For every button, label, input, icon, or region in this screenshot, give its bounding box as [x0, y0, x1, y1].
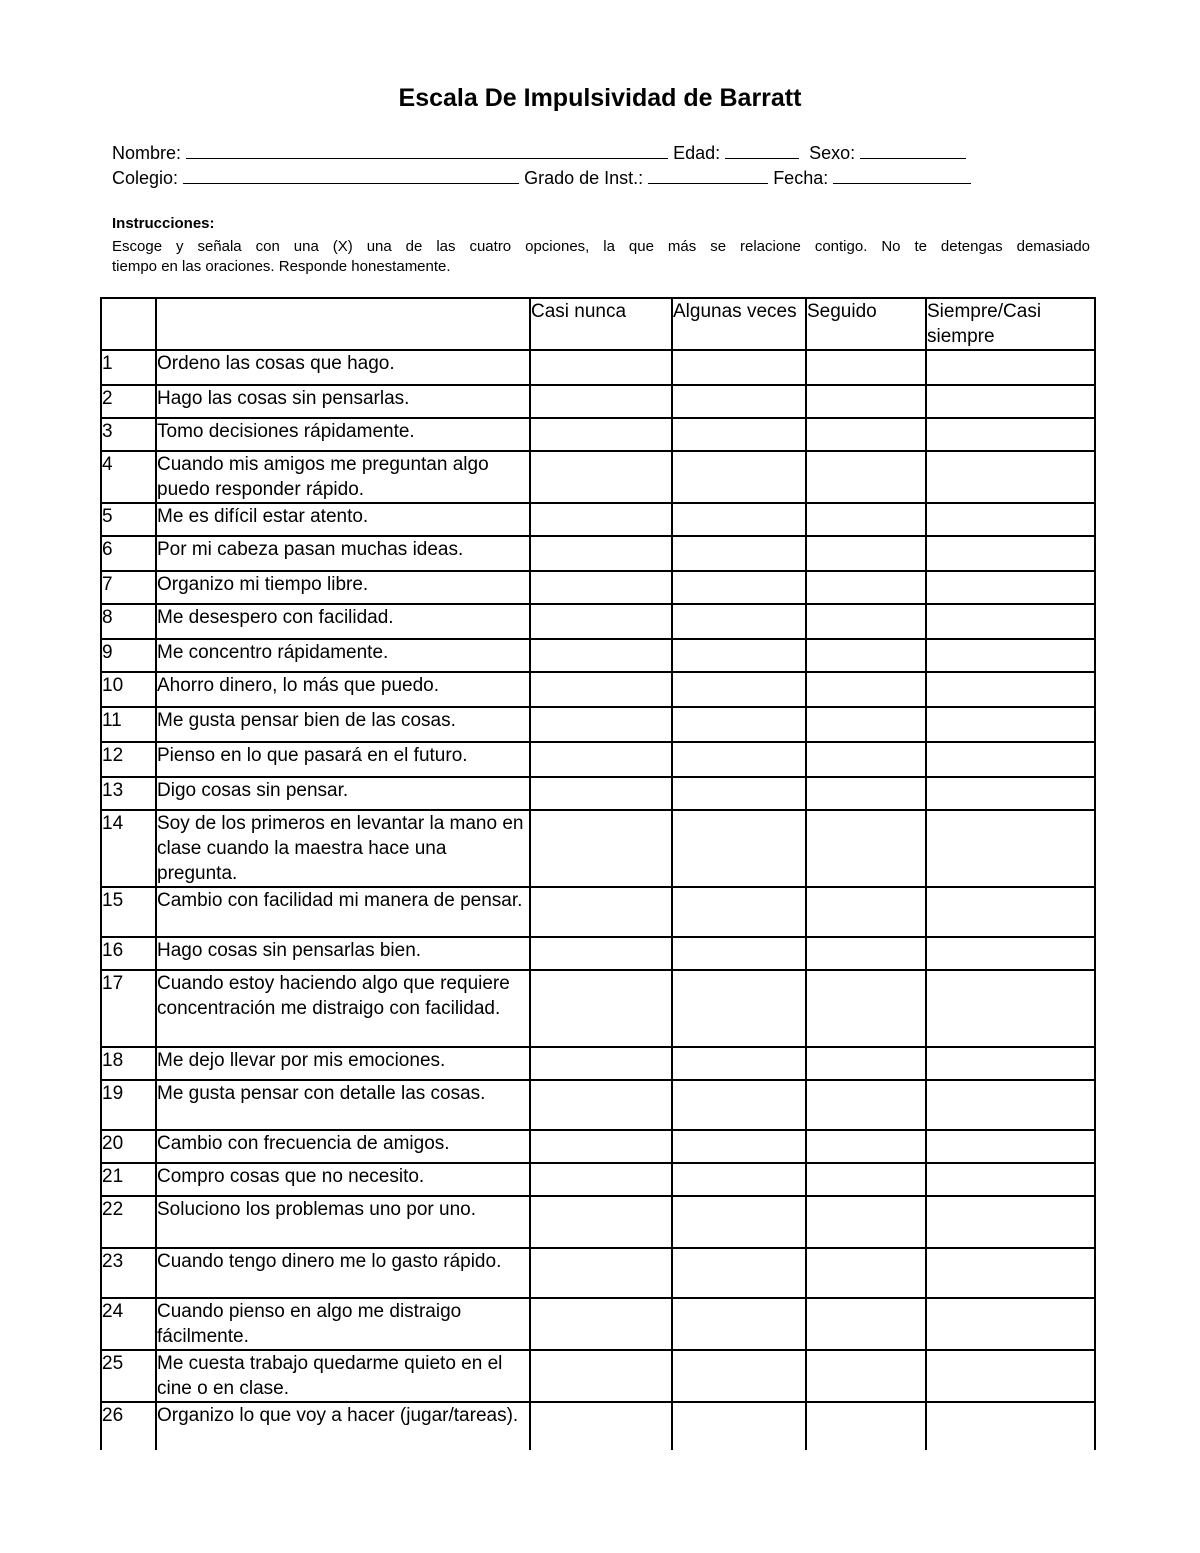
- answer-cell-seguido[interactable]: [806, 604, 926, 639]
- header-casi-nunca: Casi nunca: [530, 298, 672, 350]
- item-number: 17: [101, 970, 156, 1047]
- answer-cell-algunas-veces[interactable]: [672, 571, 806, 604]
- answer-cell-algunas-veces[interactable]: [672, 1130, 806, 1163]
- table-row: [101, 777, 1095, 810]
- header-fields-row-2: [112, 167, 971, 189]
- answer-cell-seguido[interactable]: [806, 810, 926, 887]
- answer-cell-seguido[interactable]: [806, 672, 926, 707]
- item-statement: Compro cosas que no necesito.: [156, 1163, 530, 1196]
- item-number: 22: [101, 1196, 156, 1248]
- answer-cell-seguido[interactable]: [806, 1130, 926, 1163]
- answer-cell-casi-nunca[interactable]: [530, 1298, 672, 1350]
- item-number: 16: [101, 937, 156, 970]
- answer-cell-algunas-veces[interactable]: [672, 707, 806, 742]
- table-row: [101, 385, 1095, 418]
- answer-cell-casi-nunca[interactable]: [530, 742, 672, 777]
- item-number: 13: [101, 777, 156, 810]
- answer-cell-casi-nunca[interactable]: [530, 350, 672, 385]
- answer-cell-seguido[interactable]: [806, 937, 926, 970]
- item-statement: Me concentro rápidamente.: [156, 639, 530, 672]
- answer-cell-casi-nunca[interactable]: [530, 1047, 672, 1080]
- answer-cell-casi-nunca[interactable]: [530, 970, 672, 1047]
- page-title: Escala De Impulsividad de Barratt: [398, 84, 802, 112]
- item-statement: Pienso en lo que pasará en el futuro.: [156, 742, 530, 777]
- item-statement: Cuando pienso en algo me distraigo fácilmente.: [156, 1298, 530, 1350]
- answer-cell-algunas-veces[interactable]: [672, 1402, 806, 1450]
- answer-cell-algunas-veces[interactable]: [672, 970, 806, 1047]
- item-number: 1: [101, 350, 156, 385]
- table-row: [101, 350, 1095, 385]
- item-number: 3: [101, 418, 156, 451]
- item-number: 5: [101, 503, 156, 536]
- table-row: [101, 1130, 1095, 1163]
- item-statement: Me dejo llevar por mis emociones.: [156, 1047, 530, 1080]
- table-row: [101, 672, 1095, 707]
- answer-cell-siempre-casi-siempre[interactable]: [926, 1130, 1095, 1163]
- item-number: 7: [101, 571, 156, 604]
- header-cell-num: [101, 298, 156, 350]
- answer-cell-algunas-veces[interactable]: [672, 887, 806, 937]
- answer-cell-siempre-casi-siempre[interactable]: [926, 777, 1095, 810]
- edad-label: Edad:: [673, 143, 721, 163]
- answer-cell-casi-nunca[interactable]: [530, 887, 672, 937]
- table-row: [101, 451, 1095, 503]
- header-algunas-veces: Algunas veces: [672, 298, 806, 350]
- edad-field[interactable]: [725, 142, 799, 159]
- answer-cell-casi-nunca[interactable]: [530, 604, 672, 639]
- answer-cell-siempre-casi-siempre[interactable]: [926, 810, 1095, 887]
- item-number: 4: [101, 451, 156, 503]
- answer-cell-siempre-casi-siempre[interactable]: [926, 350, 1095, 385]
- item-statement: Organizo mi tiempo libre.: [156, 571, 530, 604]
- answer-cell-algunas-veces[interactable]: [672, 350, 806, 385]
- table-row: [101, 810, 1095, 887]
- answer-cell-seguido[interactable]: [806, 1248, 926, 1298]
- table-row: [101, 503, 1095, 536]
- answer-cell-siempre-casi-siempre[interactable]: [926, 1080, 1095, 1130]
- item-number: 24: [101, 1298, 156, 1350]
- item-number: 20: [101, 1130, 156, 1163]
- answer-cell-siempre-casi-siempre[interactable]: [926, 418, 1095, 451]
- item-statement: Me desespero con facilidad.: [156, 604, 530, 639]
- nombre-label: Nombre:: [112, 143, 182, 163]
- item-statement: Por mi cabeza pasan muchas ideas.: [156, 536, 530, 571]
- answer-cell-siempre-casi-siempre[interactable]: [926, 937, 1095, 970]
- answer-cell-casi-nunca[interactable]: [530, 1080, 672, 1130]
- answer-cell-algunas-veces[interactable]: [672, 503, 806, 536]
- answer-cell-seguido[interactable]: [806, 1350, 926, 1402]
- item-number: 26: [101, 1402, 156, 1450]
- table-row: [101, 742, 1095, 777]
- answer-cell-algunas-veces[interactable]: [672, 418, 806, 451]
- item-number: 25: [101, 1350, 156, 1402]
- answer-cell-seguido[interactable]: [806, 536, 926, 571]
- table-row: [101, 571, 1095, 604]
- answer-cell-casi-nunca[interactable]: [530, 571, 672, 604]
- table-row: [101, 418, 1095, 451]
- table-row: [101, 1163, 1095, 1196]
- answer-cell-casi-nunca[interactable]: [530, 707, 672, 742]
- answer-cell-algunas-veces[interactable]: [672, 385, 806, 418]
- answer-cell-casi-nunca[interactable]: [530, 810, 672, 887]
- answer-cell-seguido[interactable]: [806, 1163, 926, 1196]
- answer-cell-algunas-veces[interactable]: [672, 777, 806, 810]
- answer-cell-algunas-veces[interactable]: [672, 742, 806, 777]
- answer-cell-siempre-casi-siempre[interactable]: [926, 1196, 1095, 1248]
- answer-cell-algunas-veces[interactable]: [672, 1080, 806, 1130]
- answer-cell-siempre-casi-siempre[interactable]: [926, 1298, 1095, 1350]
- answer-cell-seguido[interactable]: [806, 1402, 926, 1450]
- table-row: [101, 1080, 1095, 1130]
- grado-label: Grado de Inst.:: [524, 168, 644, 188]
- answer-cell-algunas-veces[interactable]: [672, 937, 806, 970]
- answer-cell-algunas-veces[interactable]: [672, 1047, 806, 1080]
- item-statement: Cambio con facilidad mi manera de pensar.: [156, 887, 530, 937]
- answer-cell-siempre-casi-siempre[interactable]: [926, 887, 1095, 937]
- item-number: 21: [101, 1163, 156, 1196]
- item-number: 12: [101, 742, 156, 777]
- table-row: [101, 1402, 1095, 1450]
- answer-cell-casi-nunca[interactable]: [530, 937, 672, 970]
- answer-cell-seguido[interactable]: [806, 385, 926, 418]
- item-statement: Me es difícil estar atento.: [156, 503, 530, 536]
- answer-cell-seguido[interactable]: [806, 503, 926, 536]
- header-fields-row-1: [112, 142, 966, 164]
- answer-cell-casi-nunca[interactable]: [530, 503, 672, 536]
- item-statement: Organizo lo que voy a hacer (jugar/tareas).: [156, 1402, 530, 1450]
- table-row: [101, 970, 1095, 1047]
- answer-cell-casi-nunca[interactable]: [530, 672, 672, 707]
- table-row: [101, 604, 1095, 639]
- answer-cell-casi-nunca[interactable]: [530, 1248, 672, 1298]
- answer-cell-algunas-veces[interactable]: [672, 1298, 806, 1350]
- answer-cell-seguido[interactable]: [806, 571, 926, 604]
- grado-field[interactable]: [648, 167, 768, 184]
- answer-cell-casi-nunca[interactable]: [530, 536, 672, 571]
- table-row: [101, 1298, 1095, 1350]
- item-number: 18: [101, 1047, 156, 1080]
- item-statement: Ahorro dinero, lo más que puedo.: [156, 672, 530, 707]
- item-statement: Hago las cosas sin pensarlas.: [156, 385, 530, 418]
- item-number: 14: [101, 810, 156, 887]
- answer-cell-seguido[interactable]: [806, 350, 926, 385]
- item-statement: Me gusta pensar bien de las cosas.: [156, 707, 530, 742]
- answer-cell-algunas-veces[interactable]: [672, 1248, 806, 1298]
- item-statement: Me gusta pensar con detalle las cosas.: [156, 1080, 530, 1130]
- answer-cell-siempre-casi-siempre[interactable]: [926, 604, 1095, 639]
- answer-cell-seguido[interactable]: [806, 742, 926, 777]
- table-row: [101, 639, 1095, 672]
- answer-cell-siempre-casi-siempre[interactable]: [926, 1402, 1095, 1450]
- item-number: 9: [101, 639, 156, 672]
- nombre-field[interactable]: [186, 142, 668, 159]
- table-row: [101, 937, 1095, 970]
- header-row: [101, 298, 1095, 350]
- answer-cell-siempre-casi-siempre[interactable]: [926, 503, 1095, 536]
- answer-cell-seguido[interactable]: [806, 777, 926, 810]
- answer-cell-casi-nunca[interactable]: [530, 1350, 672, 1402]
- answer-cell-algunas-veces[interactable]: [672, 810, 806, 887]
- answer-cell-siempre-casi-siempre[interactable]: [926, 1163, 1095, 1196]
- answer-cell-siempre-casi-siempre[interactable]: [926, 742, 1095, 777]
- table-row: [101, 1248, 1095, 1298]
- sexo-label: Sexo:: [809, 143, 856, 163]
- fecha-label: Fecha:: [773, 168, 829, 188]
- answer-cell-seguido[interactable]: [806, 970, 926, 1047]
- answer-cell-siempre-casi-siempre[interactable]: [926, 451, 1095, 503]
- instructions-line-1: Escoge y señala con una (X) una de las cuatro opciones, la que más se relacione contigo. No te detengas demasiado: [112, 238, 1090, 255]
- table-row: [101, 887, 1095, 937]
- item-statement: Ordeno las cosas que hago.: [156, 350, 530, 385]
- instructions-line-2: tiempo en las oraciones. Responde honestamente.: [112, 258, 451, 275]
- answer-cell-seguido[interactable]: [806, 1196, 926, 1248]
- answer-cell-casi-nunca[interactable]: [530, 1130, 672, 1163]
- item-statement: Cuando estoy haciendo algo que requiere concentración me distraigo con facilidad.: [156, 970, 530, 1047]
- item-number: 10: [101, 672, 156, 707]
- answer-cell-algunas-veces[interactable]: [672, 1350, 806, 1402]
- impulsivity-scale-table: [100, 297, 1096, 1450]
- answer-cell-siempre-casi-siempre[interactable]: [926, 707, 1095, 742]
- answer-cell-algunas-veces[interactable]: [672, 639, 806, 672]
- table-row: [101, 536, 1095, 571]
- answer-cell-casi-nunca[interactable]: [530, 1402, 672, 1450]
- item-statement: Cambio con frecuencia de amigos.: [156, 1130, 530, 1163]
- item-number: 15: [101, 887, 156, 937]
- item-number: 2: [101, 385, 156, 418]
- answer-cell-casi-nunca[interactable]: [530, 1163, 672, 1196]
- answer-cell-siempre-casi-siempre[interactable]: [926, 385, 1095, 418]
- item-statement: Tomo decisiones rápidamente.: [156, 418, 530, 451]
- table-row: [101, 707, 1095, 742]
- colegio-label: Colegio:: [112, 168, 179, 188]
- item-statement: Digo cosas sin pensar.: [156, 777, 530, 810]
- answer-cell-seguido[interactable]: [806, 418, 926, 451]
- item-statement: Hago cosas sin pensarlas bien.: [156, 937, 530, 970]
- answer-cell-seguido[interactable]: [806, 887, 926, 937]
- answer-cell-seguido[interactable]: [806, 1080, 926, 1130]
- item-statement: Cuando tengo dinero me lo gasto rápido.: [156, 1248, 530, 1298]
- answer-cell-siempre-casi-siempre[interactable]: [926, 970, 1095, 1047]
- table-row: [101, 1196, 1095, 1248]
- item-number: 11: [101, 707, 156, 742]
- colegio-field[interactable]: [183, 167, 519, 184]
- answer-cell-siempre-casi-siempre[interactable]: [926, 1350, 1095, 1402]
- sexo-field[interactable]: [860, 142, 966, 159]
- item-number: 8: [101, 604, 156, 639]
- answer-cell-algunas-veces[interactable]: [672, 672, 806, 707]
- answer-cell-siempre-casi-siempre[interactable]: [926, 1248, 1095, 1298]
- item-statement: Soluciono los problemas uno por uno.: [156, 1196, 530, 1248]
- answer-cell-seguido[interactable]: [806, 1047, 926, 1080]
- answer-cell-casi-nunca[interactable]: [530, 418, 672, 451]
- answer-cell-casi-nunca[interactable]: [530, 385, 672, 418]
- answer-cell-casi-nunca[interactable]: [530, 639, 672, 672]
- answer-cell-algunas-veces[interactable]: [672, 451, 806, 503]
- answer-cell-siempre-casi-siempre[interactable]: [926, 536, 1095, 571]
- instructions-text: [112, 237, 1090, 277]
- answer-cell-seguido[interactable]: [806, 707, 926, 742]
- table-row: [101, 1047, 1095, 1080]
- item-statement: Soy de los primeros en levantar la mano en clase cuando la maestra hace una pregunta.: [156, 810, 530, 887]
- item-number: 6: [101, 536, 156, 571]
- answer-cell-seguido[interactable]: [806, 1298, 926, 1350]
- item-number: 19: [101, 1080, 156, 1130]
- answer-cell-siempre-casi-siempre[interactable]: [926, 672, 1095, 707]
- header-cell-item: [156, 298, 530, 350]
- item-number: 23: [101, 1248, 156, 1298]
- answer-cell-casi-nunca[interactable]: [530, 777, 672, 810]
- answer-cell-siempre-casi-siempre[interactable]: [926, 639, 1095, 672]
- header-siempre-casi-siempre: Siempre/Casi siempre: [926, 298, 1095, 350]
- answer-cell-algunas-veces[interactable]: [672, 604, 806, 639]
- answer-cell-algunas-veces[interactable]: [672, 536, 806, 571]
- table-row: [101, 1350, 1095, 1402]
- answer-cell-seguido[interactable]: [806, 639, 926, 672]
- item-statement: Cuando mis amigos me preguntan algo puedo responder rápido.: [156, 451, 530, 503]
- fecha-field[interactable]: [833, 167, 971, 184]
- answer-cell-seguido[interactable]: [806, 451, 926, 503]
- instructions-heading: Instrucciones:: [112, 215, 215, 232]
- answer-cell-siempre-casi-siempre[interactable]: [926, 571, 1095, 604]
- answer-cell-casi-nunca[interactable]: [530, 451, 672, 503]
- item-statement: Me cuesta trabajo quedarme quieto en el cine o en clase.: [156, 1350, 530, 1402]
- answer-cell-siempre-casi-siempre[interactable]: [926, 1047, 1095, 1080]
- answer-cell-algunas-veces[interactable]: [672, 1196, 806, 1248]
- answer-cell-casi-nunca[interactable]: [530, 1196, 672, 1248]
- header-seguido: Seguido: [806, 298, 926, 350]
- answer-cell-algunas-veces[interactable]: [672, 1163, 806, 1196]
